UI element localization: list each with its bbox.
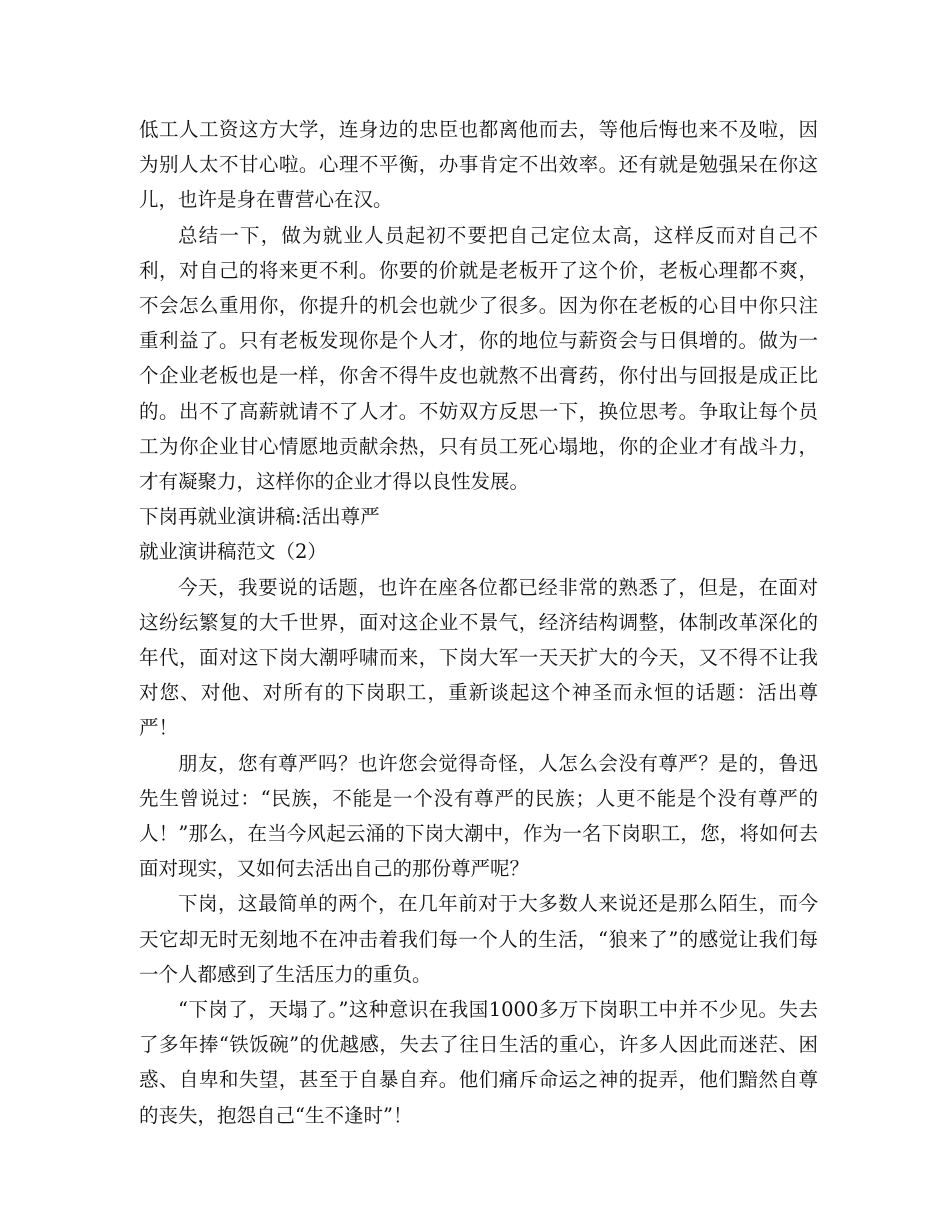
section-subheading: 就业演讲稿范文（2） [139,540,327,564]
section-heading: 下岗再就业演讲稿:活出尊严 [139,505,380,529]
paragraph-summary: 总结一下，做为就业人员起初不要把自己定位太高，这样反而对自己不利，对自己的将来更不利。你要的价就是老板开了这个价，老板心理都不爽，不会怎么重用你，你提升的机会也就少了很多。因为你在老板的心目中你只注重利益了。只有老板发现你是个人才，你的地位与薪资会与日俱增的。做为一个企业老板也是一样，你舍不得牛皮也就熬不出膏药，你付出与回报是成正比的。出不了高薪就请不了人才。不妨双方反思一下，换位思考。争取让每个员工为你企业甘心情愿地贡献余热，只有员工死心塌地，你的企业才有战斗力，才有凝聚力，这样你的企业才得以良性发展。 [139,223,818,494]
paragraph-friend: 朋友，您有尊严吗？也许您会觉得奇怪，人怎么会没有尊严？是的，鲁迅先生曾说过：“民族，不能是一个没有尊严的民族；人更不能是个没有尊严的人！”那么，在当今风起云涌的下岗大潮中，作为一名下岗职工，您，将如何去面对现实，又如何去活出自己的那份尊严呢？ [139,751,818,881]
paragraph-today: 今天，我要说的话题，也许在座各位都已经非常的熟悉了，但是，在面对这纷纭繁复的大千世界，面对这企业不景气，经济结构调整，体制改革深化的年代，面对这下岗大潮呼啸而来，下岗大军一天天扩大的今天，又不得不让我对您、对他、对所有的下岗职工，重新谈起这个神圣而永恒的话题：活出尊严！ [139,575,818,740]
paragraph-continued: 低工人工资这方大学，连身边的忠臣也都离他而去，等他后悔也来不及啦，因为别人太不甘心啦。心理不平衡，办事肯定不出效率。还有就是勉强呆在你这儿，也许是身在曹营心在汉。 [139,118,818,212]
paragraph-sky-fell: “下岗了，天塌了。”这种意识在我国1000多万下岗职工中并不少见。失去了多年捧“铁饭碗”的优越感，失去了往日生活的重心，许多人因此而迷茫、困惑、自卑和失望，甚至于自暴自弃。他们痛斥命运之神的捉弄，他们黯然自尊的丧失，抱怨自己“生不逢时”！ [139,998,818,1127]
paragraph-layoff: 下岗，这最简单的两个，在几年前对于大多数人来说还是那么陌生，而今天它却无时无刻地不在冲击着我们每一个人的生活，“狼来了”的感觉让我们每一个人都感到了生活压力的重负。 [139,892,818,986]
